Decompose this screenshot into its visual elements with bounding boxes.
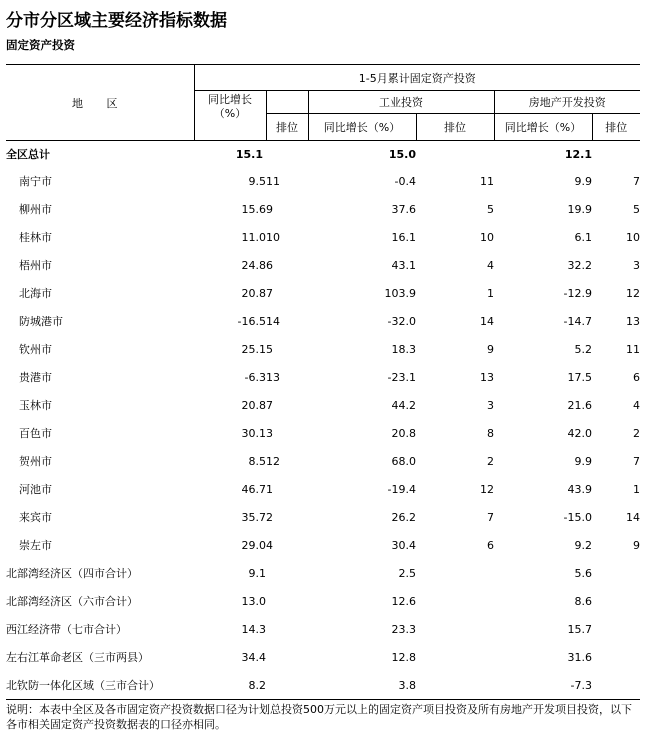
- industrial-yoy: 12.6: [391, 594, 416, 608]
- header-region: 地 区: [6, 65, 194, 141]
- realestate-yoy: 5.6: [574, 566, 592, 580]
- table-row: [6, 475, 640, 503]
- table-row: [6, 419, 640, 447]
- row-name: 南宁市: [19, 175, 52, 188]
- realestate-yoy: -7.3: [494, 671, 592, 700]
- table-body: [6, 141, 640, 700]
- realestate-yoy: 9.2: [574, 538, 592, 552]
- industrial-yoy: 103.9: [384, 286, 416, 300]
- row-name: 百色市: [19, 427, 52, 440]
- industrial-yoy: 23.3: [391, 622, 416, 636]
- industrial-rank: 1: [487, 286, 494, 300]
- page-title: 分市分区域主要经济指标数据: [6, 11, 227, 31]
- industrial-yoy: 44.2: [391, 398, 416, 412]
- realestate-yoy: 9.9: [574, 454, 592, 468]
- header-realestate-yoy: 同比增长（%）: [494, 114, 592, 141]
- overall-yoy: 9.1: [248, 566, 266, 580]
- total-row: [6, 141, 640, 168]
- industrial-yoy: 15.0: [388, 147, 416, 161]
- industrial-yoy: -0.4: [394, 174, 416, 188]
- industrial-yoy: 18.3: [391, 342, 416, 356]
- table-row: [6, 195, 640, 223]
- overall-yoy: 20.8: [241, 286, 266, 300]
- realestate-yoy: -12.9: [563, 286, 592, 300]
- realestate-rank: 7: [633, 174, 640, 188]
- table-row: [6, 559, 640, 587]
- row-name: 玉林市: [19, 399, 52, 412]
- overall-yoy: 35.7: [241, 510, 266, 524]
- industrial-yoy: 37.6: [391, 202, 416, 216]
- realestate-yoy: 31.6: [567, 650, 592, 664]
- table-row: [6, 391, 640, 419]
- table-row: [6, 167, 640, 195]
- row-name: 桂林市: [19, 231, 52, 244]
- table-row: [6, 223, 640, 251]
- industrial-rank: 6: [487, 538, 494, 552]
- industrial-yoy: -19.4: [387, 482, 416, 496]
- realestate-rank: 13: [626, 314, 640, 328]
- realestate-yoy: 42.0: [567, 426, 592, 440]
- overall-yoy: 15.1: [235, 147, 263, 161]
- investment-table: [6, 64, 640, 700]
- industrial-rank: 7: [487, 510, 494, 524]
- overall-rank: 4: [266, 538, 273, 552]
- overall-rank: 5: [266, 342, 273, 356]
- overall-yoy: 34.4: [241, 650, 266, 664]
- overall-yoy: 9.5: [248, 174, 266, 188]
- realestate-yoy: -15.0: [563, 510, 592, 524]
- overall-rank: 12: [266, 454, 280, 468]
- industrial-yoy: 12.8: [391, 650, 416, 664]
- overall-rank: 10: [266, 230, 280, 244]
- table-row: [6, 671, 640, 700]
- industrial-rank: 4: [487, 258, 494, 272]
- industrial-rank: 12: [480, 482, 494, 496]
- row-name: 贺州市: [19, 455, 52, 468]
- table-row: [6, 615, 640, 643]
- industrial-rank: 2: [487, 454, 494, 468]
- realestate-rank: 1: [633, 482, 640, 496]
- industrial-yoy: 26.2: [391, 510, 416, 524]
- realestate-yoy: 12.1: [564, 147, 592, 161]
- realestate-yoy: 17.5: [567, 370, 592, 384]
- overall-rank: 2: [266, 510, 273, 524]
- realestate-rank: 11: [626, 342, 640, 356]
- overall-yoy: -6.3: [244, 370, 266, 384]
- overall-yoy: -16.5: [237, 314, 266, 328]
- industrial-yoy: 2.5: [398, 566, 416, 580]
- overall-yoy: 8.2: [194, 671, 266, 700]
- realestate-rank: 4: [633, 398, 640, 412]
- row-name: 左右江革命老区（三市两县）: [6, 651, 149, 664]
- overall-yoy: 46.7: [241, 482, 266, 496]
- overall-rank: 14: [266, 314, 280, 328]
- overall-rank: 13: [266, 370, 280, 384]
- row-name: 来宾市: [19, 511, 52, 524]
- realestate-yoy: 15.7: [567, 622, 592, 636]
- table-row: [6, 335, 640, 363]
- overall-rank: 7: [266, 286, 273, 300]
- header-main: 1-5月累计固定资产投资: [194, 65, 640, 91]
- realestate-yoy: 19.9: [567, 202, 592, 216]
- industrial-yoy: -32.0: [387, 314, 416, 328]
- footnote: 说明：本表中全区及各市固定资产投资数据口径为计划总投资500万元以上的固定资产项目投资及所有房地产开发项目投资，以下各市相关固定资产投资数据表的口径亦相同。: [6, 703, 632, 731]
- table-header: [6, 65, 640, 141]
- table-subtitle: 固定资产投资: [6, 38, 75, 52]
- table-row: [6, 307, 640, 335]
- header-industrial-yoy: 同比增长（%）: [308, 114, 416, 141]
- header-realestate-rank: 排位: [592, 114, 640, 141]
- overall-rank: 1: [266, 482, 273, 496]
- industrial-yoy: 30.4: [391, 538, 416, 552]
- row-name: 河池市: [19, 483, 52, 496]
- overall-rank: 6: [266, 258, 273, 272]
- realestate-yoy: -14.7: [563, 314, 592, 328]
- industrial-yoy: -23.1: [387, 370, 416, 384]
- overall-yoy: 25.1: [241, 342, 266, 356]
- industrial-rank: 10: [480, 230, 494, 244]
- industrial-yoy: 3.8: [308, 671, 416, 700]
- overall-yoy: 20.8: [241, 398, 266, 412]
- realestate-rank: 12: [626, 286, 640, 300]
- realestate-rank: 2: [633, 426, 640, 440]
- industrial-rank: 5: [487, 202, 494, 216]
- header-overall-rank: 排位: [266, 114, 308, 141]
- table-row: [6, 643, 640, 671]
- industrial-yoy: 68.0: [391, 454, 416, 468]
- overall-yoy: 24.8: [241, 258, 266, 272]
- realestate-rank: 3: [633, 258, 640, 272]
- overall-rank: 11: [266, 174, 280, 188]
- table-row: [6, 447, 640, 475]
- row-name: 贵港市: [19, 371, 52, 384]
- realestate-yoy: 8.6: [574, 594, 592, 608]
- row-name: 北部湾经济区（四市合计）: [6, 567, 138, 580]
- realestate-yoy: 5.2: [574, 342, 592, 356]
- industrial-rank: 14: [480, 314, 494, 328]
- header-realestate: 房地产开发投资: [494, 91, 640, 114]
- industrial-yoy: 43.1: [391, 258, 416, 272]
- industrial-rank: 13: [480, 370, 494, 384]
- row-name: 西江经济带（七市合计）: [6, 623, 127, 636]
- overall-yoy: 14.3: [241, 622, 266, 636]
- industrial-yoy: 20.8: [391, 426, 416, 440]
- realestate-yoy: 21.6: [567, 398, 592, 412]
- realestate-rank: 9: [633, 538, 640, 552]
- realestate-yoy: 9.9: [574, 174, 592, 188]
- realestate-rank: 14: [626, 510, 640, 524]
- table-row: [6, 251, 640, 279]
- industrial-yoy: 16.1: [391, 230, 416, 244]
- industrial-rank: 8: [487, 426, 494, 440]
- header-industrial-rank: 排位: [416, 114, 494, 141]
- row-name: 全区总计: [6, 148, 50, 161]
- realestate-rank: 10: [626, 230, 640, 244]
- industrial-rank: 3: [487, 398, 494, 412]
- realestate-rank: 5: [633, 202, 640, 216]
- overall-yoy: 29.0: [241, 538, 266, 552]
- realestate-yoy: 32.2: [567, 258, 592, 272]
- overall-rank: 9: [266, 202, 273, 216]
- row-name: 崇左市: [19, 539, 52, 552]
- row-name: 北海市: [19, 287, 52, 300]
- table-row: [6, 363, 640, 391]
- overall-rank: 3: [266, 426, 273, 440]
- row-name: 梧州市: [19, 259, 52, 272]
- row-name: 防城港市: [19, 315, 63, 328]
- row-name: 钦州市: [19, 343, 52, 356]
- industrial-rank: 9: [487, 342, 494, 356]
- industrial-rank: 11: [480, 174, 494, 188]
- overall-yoy: 15.6: [241, 202, 266, 216]
- table-row: [6, 503, 640, 531]
- table-row: [6, 587, 640, 615]
- overall-yoy: 11.0: [241, 230, 266, 244]
- overall-rank: 7: [266, 398, 273, 412]
- table-row: [6, 531, 640, 559]
- overall-yoy: 13.0: [241, 594, 266, 608]
- header-industrial: 工业投资: [308, 91, 494, 114]
- header-overall-yoy: 同比增长 （%）: [194, 91, 266, 141]
- realestate-rank: 7: [633, 454, 640, 468]
- overall-yoy: 30.1: [241, 426, 266, 440]
- table-row: [6, 279, 640, 307]
- overall-yoy: 8.5: [248, 454, 266, 468]
- realestate-rank: 6: [633, 370, 640, 384]
- row-name: 北钦防一体化区域（三市合计）: [6, 671, 194, 700]
- row-name: 北部湾经济区（六市合计）: [6, 595, 138, 608]
- realestate-yoy: 43.9: [567, 482, 592, 496]
- row-name: 柳州市: [19, 203, 52, 216]
- realestate-yoy: 6.1: [574, 230, 592, 244]
